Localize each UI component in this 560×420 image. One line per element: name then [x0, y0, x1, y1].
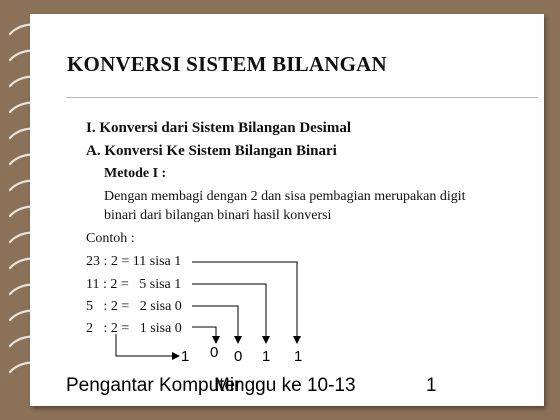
- result-digit: 0: [234, 348, 243, 365]
- result-digit: 1: [181, 348, 190, 365]
- footer-course: Pengantar Komputer: [66, 375, 242, 396]
- result-digit: 1: [294, 348, 303, 365]
- footer-week: Minggu ke 10-13: [214, 375, 356, 396]
- description-line: binari dari bilangan binari hasil konversi: [104, 208, 332, 223]
- page-number: 1: [426, 375, 437, 396]
- title-divider: [66, 97, 538, 98]
- division-row: 11 : 2 = 5 sisa 1: [86, 277, 182, 292]
- division-row: 2 : 2 = 1 sisa 0: [86, 321, 182, 336]
- division-row: 5 : 2 = 2 sisa 0: [86, 299, 182, 314]
- subsection-heading: A. Konversi Ke Sistem Bilangan Binari: [86, 143, 337, 159]
- example-label: Contoh :: [86, 231, 135, 246]
- division-row: 23 : 2 = 11 sisa 1: [86, 254, 182, 269]
- result-digit: 1: [262, 348, 271, 365]
- section-heading: I. Konversi dari Sistem Bilangan Desimal: [86, 120, 352, 136]
- slide-title: KONVERSI SISTEM BILANGAN: [67, 52, 387, 76]
- method-label: Metode I :: [104, 166, 167, 181]
- result-digit: 0: [210, 344, 219, 361]
- description-line: Dengan membagi dengan 2 dan sisa pembagian merupakan digit: [104, 189, 466, 204]
